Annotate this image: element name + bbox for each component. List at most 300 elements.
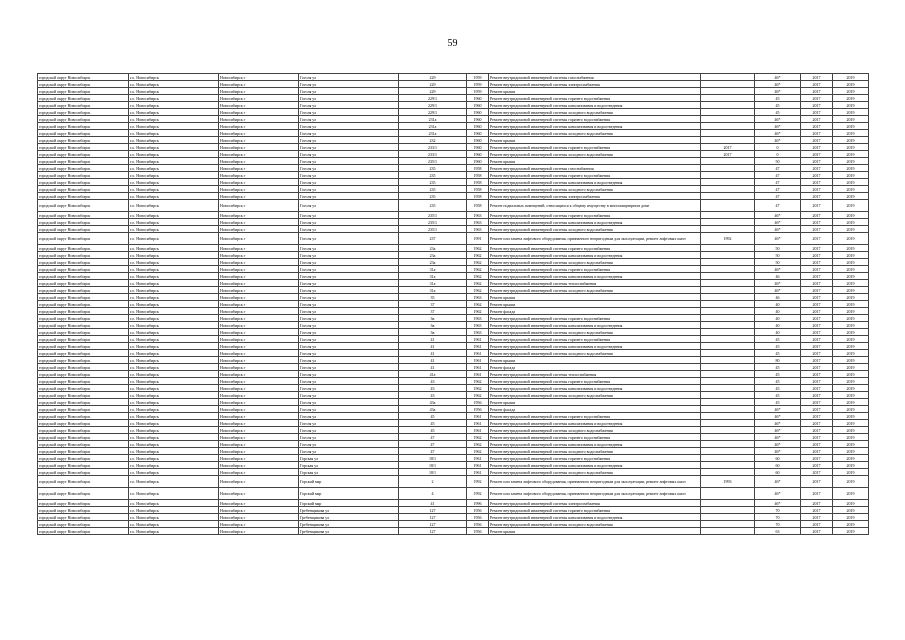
table-row [38,329,869,336]
cell-year-built: 1962 [467,287,489,294]
cell-municipality: городской округ Новосибирск [38,514,129,521]
cell-street: Гоголя ул [299,364,399,371]
cell-plan-start: 2017 [801,448,833,455]
cell-plan-end: 2019 [833,273,869,280]
cell-locality: Новосибирск г [219,462,299,469]
cell-street: Гоголя ул [299,357,399,364]
cell-wear-pct: 46* [755,266,801,273]
cell-plan-end: 2019 [833,266,869,273]
cell-municipality: городской округ Новосибирск [38,455,129,462]
cell-municipality: городской округ Новосибирск [38,266,129,273]
cell-year-inspected [701,462,755,469]
cell-locality: Новосибирск г [219,301,299,308]
cell-settlement: г.о. Новосибирск [129,226,219,233]
cell-work-type: Ремонт внутридомовой инженерной системы холодного водоснабжения [489,186,701,193]
cell-locality: Новосибирск г [219,252,299,259]
table-row [38,301,869,308]
cell-plan-end: 2019 [833,420,869,427]
cell-municipality: городской округ Новосибирск [38,287,129,294]
cell-wear-pct: 46 [755,294,801,301]
cell-work-type: Ремонт внутридомовой инженерной системы горячего водоснабжения [489,116,701,123]
table-row [38,151,869,158]
cell-year-inspected [701,434,755,441]
cell-house: 31а [399,280,467,287]
cell-work-type: Ремонт внутридомовой инженерной системы канализования и водоотведения [489,219,701,226]
table-row [38,165,869,172]
cell-plan-start: 2017 [801,179,833,186]
cell-street: Гоголя ул [299,109,399,116]
cell-locality: Новосибирск г [219,448,299,455]
cell-plan-end: 2019 [833,109,869,116]
cell-plan-end: 2019 [833,200,869,212]
cell-year-inspected [701,507,755,514]
cell-plan-end: 2019 [833,179,869,186]
cell-settlement: г.о. Новосибирск [129,462,219,469]
cell-plan-end: 2019 [833,528,869,535]
cell-street: Гоголя ул [299,434,399,441]
cell-year-built: 1992 [467,476,489,488]
cell-year-inspected [701,514,755,521]
cell-street: Гоголя ул [299,301,399,308]
table-row [38,528,869,535]
table-row [38,95,869,102]
cell-settlement: г.о. Новосибирск [129,488,219,500]
cell-municipality: городской округ Новосибирск [38,315,129,322]
cell-year-inspected [701,252,755,259]
cell-year-built: 1963 [467,212,489,219]
cell-plan-end: 2019 [833,172,869,179]
cell-plan-end: 2019 [833,252,869,259]
cell-locality: Новосибирск г [219,226,299,233]
table-row [38,399,869,406]
cell-locality: Новосибирск г [219,219,299,226]
table-row [38,193,869,200]
cell-work-type: Ремонт внутридомовой инженерной системы канализования и водоотведения [489,420,701,427]
cell-municipality: городской округ Новосибирск [38,469,129,476]
cell-house: 31а [399,287,467,294]
cell-wear-pct: 46* [755,427,801,434]
cell-house: 43 [399,392,467,399]
cell-work-type: Ремонт внутридомовой инженерной системы горячего водоснабжения [489,266,701,273]
table-row [38,488,869,500]
cell-plan-end: 2019 [833,287,869,294]
cell-locality: Новосибирск г [219,88,299,95]
cell-settlement: г.о. Новосибирск [129,514,219,521]
cell-locality: Новосибирск г [219,74,299,81]
cell-settlement: г.о. Новосибирск [129,434,219,441]
cell-year-inspected [701,406,755,413]
cell-plan-end: 2019 [833,357,869,364]
cell-wear-pct: 63 [755,528,801,535]
cell-street: Гоголя ул [299,385,399,392]
cell-wear-pct: 0 [755,151,801,158]
cell-year-inspected [701,343,755,350]
cell-street: Гоголя ул [299,448,399,455]
table-row [38,420,869,427]
cell-municipality: городской округ Новосибирск [38,350,129,357]
cell-house: 229 [399,81,467,88]
cell-year-inspected [701,469,755,476]
cell-work-type: Ремонт внутридомовой инженерной системы горячего водоснабжения [489,172,701,179]
cell-work-type: Ремонт крыши [489,158,701,165]
cell-plan-start: 2017 [801,514,833,521]
cell-year-built: 1962 [467,266,489,273]
cell-work-type: Ремонт внутридомовой инженерной системы электроснабжения [489,500,701,507]
cell-work-type: Ремонт внутридомовой инженерной системы канализования и водоотведения [489,462,701,469]
cell-municipality: городской округ Новосибирск [38,343,129,350]
cell-plan-start: 2017 [801,144,833,151]
cell-municipality: городской округ Новосибирск [38,336,129,343]
cell-settlement: г.о. Новосибирск [129,158,219,165]
cell-plan-end: 2019 [833,488,869,500]
cell-year-inspected [701,329,755,336]
cell-municipality: городской округ Новосибирск [38,219,129,226]
cell-settlement: г.о. Новосибирск [129,343,219,350]
cell-wear-pct: 45 [755,385,801,392]
cell-house: 47 [399,441,467,448]
cell-year-inspected: 1992 [701,233,755,245]
cell-settlement: г.о. Новосибирск [129,406,219,413]
cell-house: 229/1 [399,109,467,116]
cell-year-inspected [701,116,755,123]
cell-municipality: городской округ Новосибирск [38,280,129,287]
cell-street: Горская ул [299,469,399,476]
cell-settlement: г.о. Новосибирск [129,392,219,399]
table-row [38,287,869,294]
cell-municipality: городской округ Новосибирск [38,476,129,488]
cell-plan-end: 2019 [833,308,869,315]
cell-settlement: г.о. Новосибирск [129,144,219,151]
cell-year-built: 1958 [467,200,489,212]
cell-municipality: городской округ Новосибирск [38,392,129,399]
cell-street: Гоголя ул [299,81,399,88]
cell-street: Гоголя ул [299,172,399,179]
cell-year-built: 1962 [467,441,489,448]
cell-street: Гоголя ул [299,123,399,130]
cell-locality: Новосибирск г [219,434,299,441]
cell-plan-end: 2019 [833,315,869,322]
cell-year-inspected [701,123,755,130]
cell-plan-end: 2019 [833,427,869,434]
cell-year-built: 1962 [467,245,489,252]
cell-work-type: Ремонт внутридомовой инженерной системы канализования и водоотведения [489,179,701,186]
table-row [38,200,869,212]
cell-house: 233/1 [399,151,467,158]
cell-work-type: Ремонт фасада [489,308,701,315]
cell-year-built: 1963 [467,294,489,301]
cell-municipality: городской округ Новосибирск [38,308,129,315]
cell-locality: Новосибирск г [219,200,299,212]
cell-plan-end: 2019 [833,226,869,233]
cell-municipality: городской округ Новосибирск [38,158,129,165]
cell-wear-pct: 46* [755,123,801,130]
cell-locality: Новосибирск г [219,212,299,219]
cell-plan-start: 2017 [801,74,833,81]
cell-wear-pct: 45 [755,399,801,406]
cell-settlement: г.о. Новосибирск [129,476,219,488]
cell-municipality: городской округ Новосибирск [38,364,129,371]
cell-plan-end: 2019 [833,294,869,301]
cell-wear-pct: 46* [755,441,801,448]
cell-wear-pct: 46* [755,488,801,500]
cell-year-built: 1958 [467,179,489,186]
table-row [38,378,869,385]
cell-municipality: городской округ Новосибирск [38,322,129,329]
table-row [38,371,869,378]
cell-year-built: 1960 [467,158,489,165]
cell-street: Гоголя ул [299,378,399,385]
cell-wear-pct: 70 [755,507,801,514]
cell-street: Гоголя ул [299,193,399,200]
cell-year-built: 1956 [467,507,489,514]
cell-street: Гоголя ул [299,186,399,193]
cell-work-type: Ремонт внутридомовой инженерной системы горячего водоснабжения [489,378,701,385]
cell-work-type: Ремонт внутридомовой инженерной системы холодного водоснабжения [489,521,701,528]
cell-plan-start: 2017 [801,88,833,95]
cell-house: 229/1 [399,102,467,109]
cell-year-built: 1962 [467,259,489,266]
cell-street: Гоголя ул [299,102,399,109]
cell-municipality: городской округ Новосибирск [38,427,129,434]
cell-wear-pct: 50 [755,245,801,252]
cell-work-type: Ремонт внутридомовой инженерной системы канализования и водоотведения [489,123,701,130]
cell-street: Гоголя ул [299,350,399,357]
cell-municipality: городской округ Новосибирск [38,528,129,535]
cell-work-type: Ремонт внутридомовой инженерной системы холодного водоснабжения [489,130,701,137]
cell-plan-end: 2019 [833,158,869,165]
cell-year-inspected [701,102,755,109]
cell-locality: Новосибирск г [219,280,299,287]
cell-work-type: Ремонт внутридомовой инженерной системы холодного водоснабжения [489,392,701,399]
cell-wear-pct: 46* [755,74,801,81]
cell-year-inspected [701,427,755,434]
cell-plan-start: 2017 [801,259,833,266]
cell-house: 41 [399,343,467,350]
cell-plan-end: 2019 [833,102,869,109]
table-body [38,74,869,535]
cell-wear-pct: 70 [755,521,801,528]
cell-year-inspected [701,336,755,343]
cell-settlement: г.о. Новосибирск [129,179,219,186]
cell-settlement: г.о. Новосибирск [129,500,219,507]
cell-locality: Новосибирск г [219,427,299,434]
cell-wear-pct: 45 [755,336,801,343]
cell-plan-end: 2019 [833,413,869,420]
cell-year-built: 1991 [467,233,489,245]
cell-municipality: городской округ Новосибирск [38,212,129,219]
cell-year-built: 1962 [467,378,489,385]
cell-locality: Новосибирск г [219,528,299,535]
cell-plan-end: 2019 [833,116,869,123]
cell-locality: Новосибирск г [219,308,299,315]
table-row [38,462,869,469]
cell-settlement: г.о. Новосибирск [129,212,219,219]
cell-settlement: г.о. Новосибирск [129,123,219,130]
cell-house: 127 [399,521,467,528]
cell-locality: Новосибирск г [219,455,299,462]
cell-settlement: г.о. Новосибирск [129,252,219,259]
table-row [38,273,869,280]
cell-street: Гоголя ул [299,441,399,448]
page-number: 59 [447,38,458,49]
cell-wear-pct: 70 [755,514,801,521]
cell-settlement: г.о. Новосибирск [129,315,219,322]
cell-wear-pct: 45 [755,95,801,102]
cell-locality: Новосибирск г [219,357,299,364]
cell-municipality: городской округ Новосибирск [38,95,129,102]
cell-year-inspected [701,371,755,378]
cell-year-built: 1963 [467,322,489,329]
cell-house: 229/1 [399,95,467,102]
cell-locality: Новосибирск г [219,441,299,448]
cell-plan-start: 2017 [801,109,833,116]
table-row [38,137,869,144]
cell-work-type: Ремонт внутридомовой инженерной системы электроснабжения [489,193,701,200]
cell-wear-pct: 46* [755,500,801,507]
cell-street: Горская ул [299,462,399,469]
cell-street: Гоголя ул [299,427,399,434]
cell-plan-start: 2017 [801,322,833,329]
cell-plan-end: 2019 [833,280,869,287]
cell-work-type: Ремонт внутридомовой инженерной системы холодного водоснабжения [489,226,701,233]
cell-work-type: Ремонт крыши [489,399,701,406]
cell-settlement: г.о. Новосибирск [129,371,219,378]
cell-locality: Новосибирск г [219,420,299,427]
cell-wear-pct: 47 [755,179,801,186]
cell-house: 41 [399,500,467,507]
cell-wear-pct: 46* [755,448,801,455]
table-row [38,343,869,350]
table-row [38,507,869,514]
table-row [38,186,869,193]
cell-work-type: Ремонт внутридомовой инженерной системы газоснабжения [489,165,701,172]
cell-street: Гоголя ул [299,259,399,266]
cell-municipality: городской округ Новосибирск [38,399,129,406]
cell-plan-start: 2017 [801,427,833,434]
cell-municipality: городской округ Новосибирск [38,441,129,448]
cell-plan-end: 2019 [833,500,869,507]
cell-settlement: г.о. Новосибирск [129,266,219,273]
cell-municipality: городской округ Новосибирск [38,226,129,233]
cell-year-inspected [701,350,755,357]
table-row [38,336,869,343]
cell-plan-end: 2019 [833,130,869,137]
cell-plan-end: 2019 [833,212,869,219]
cell-plan-start: 2017 [801,378,833,385]
cell-street: Гоголя ул [299,273,399,280]
cell-locality: Новосибирск г [219,130,299,137]
cell-plan-start: 2017 [801,476,833,488]
cell-settlement: г.о. Новосибирск [129,186,219,193]
table-row [38,212,869,219]
cell-plan-start: 2017 [801,165,833,172]
cell-plan-start: 2017 [801,137,833,144]
table-row [38,88,869,95]
table-row [38,74,869,81]
cell-plan-end: 2019 [833,336,869,343]
cell-settlement: г.о. Новосибирск [129,448,219,455]
cell-wear-pct: 46* [755,420,801,427]
cell-house: 231а [399,130,467,137]
capital-repair-table [37,73,869,535]
table-row [38,252,869,259]
cell-house: 35 [399,294,467,301]
cell-municipality: городской округ Новосибирск [38,434,129,441]
cell-wear-pct: 47 [755,186,801,193]
cell-street: Гоголя ул [299,371,399,378]
cell-settlement: г.о. Новосибирск [129,102,219,109]
cell-house: 235/1 [399,219,467,226]
cell-plan-end: 2019 [833,476,869,488]
cell-street: Гоголя ул [299,392,399,399]
cell-work-type: Ремонт внутридомовой инженерной системы канализования и водоотведения [489,102,701,109]
cell-house: 235 [399,200,467,212]
cell-work-type: Ремонт внутридомовой инженерной системы канализования и водоотведения [489,385,701,392]
cell-wear-pct: 45 [755,109,801,116]
cell-house: 127 [399,514,467,521]
cell-plan-end: 2019 [833,350,869,357]
cell-work-type: Ремонт внутридомовой инженерной системы холодного водоснабжения [489,427,701,434]
cell-plan-end: 2019 [833,434,869,441]
cell-locality: Новосибирск г [219,137,299,144]
cell-house: 37 [399,308,467,315]
cell-year-built: 1956 [467,406,489,413]
cell-plan-start: 2017 [801,350,833,357]
table-row [38,123,869,130]
cell-wear-pct: 46* [755,137,801,144]
cell-plan-start: 2017 [801,212,833,219]
cell-plan-end: 2019 [833,469,869,476]
cell-house: 235/1 [399,212,467,219]
cell-work-type: Ремонт внутридомовой инженерной системы электроснабжения [489,81,701,88]
cell-settlement: г.о. Новосибирск [129,350,219,357]
cell-year-inspected [701,378,755,385]
cell-year-built: 1956 [467,514,489,521]
cell-plan-end: 2019 [833,193,869,200]
cell-locality: Новосибирск г [219,315,299,322]
cell-house: 2 [399,476,467,488]
cell-settlement: г.о. Новосибирск [129,301,219,308]
cell-work-type: Ремонт внутридомовой инженерной системы горячего водоснабжения [489,315,701,322]
cell-locality: Новосибирск г [219,378,299,385]
cell-year-built: 1992 [467,488,489,500]
cell-year-built: 1959 [467,81,489,88]
cell-settlement: г.о. Новосибирск [129,336,219,343]
cell-year-inspected [701,528,755,535]
cell-plan-start: 2017 [801,102,833,109]
cell-work-type: Ремонт фасада [489,406,701,413]
cell-house: 229 [399,88,467,95]
cell-street: Гоголя ул [299,74,399,81]
cell-year-inspected [701,158,755,165]
cell-settlement: г.о. Новосибирск [129,507,219,514]
cell-street: Гоголя ул [299,158,399,165]
cell-year-inspected [701,193,755,200]
cell-year-built: 1962 [467,448,489,455]
cell-street: Гоголя ул [299,399,399,406]
cell-plan-start: 2017 [801,158,833,165]
cell-wear-pct: 46 [755,273,801,280]
cell-locality: Новосибирск г [219,469,299,476]
cell-house: 235 [399,179,467,186]
cell-year-inspected: 1993 [701,476,755,488]
cell-year-built: 1960 [467,109,489,116]
cell-plan-end: 2019 [833,219,869,226]
cell-year-built: 1959 [467,74,489,81]
table-row [38,476,869,488]
cell-plan-start: 2017 [801,434,833,441]
cell-house: 235 [399,165,467,172]
